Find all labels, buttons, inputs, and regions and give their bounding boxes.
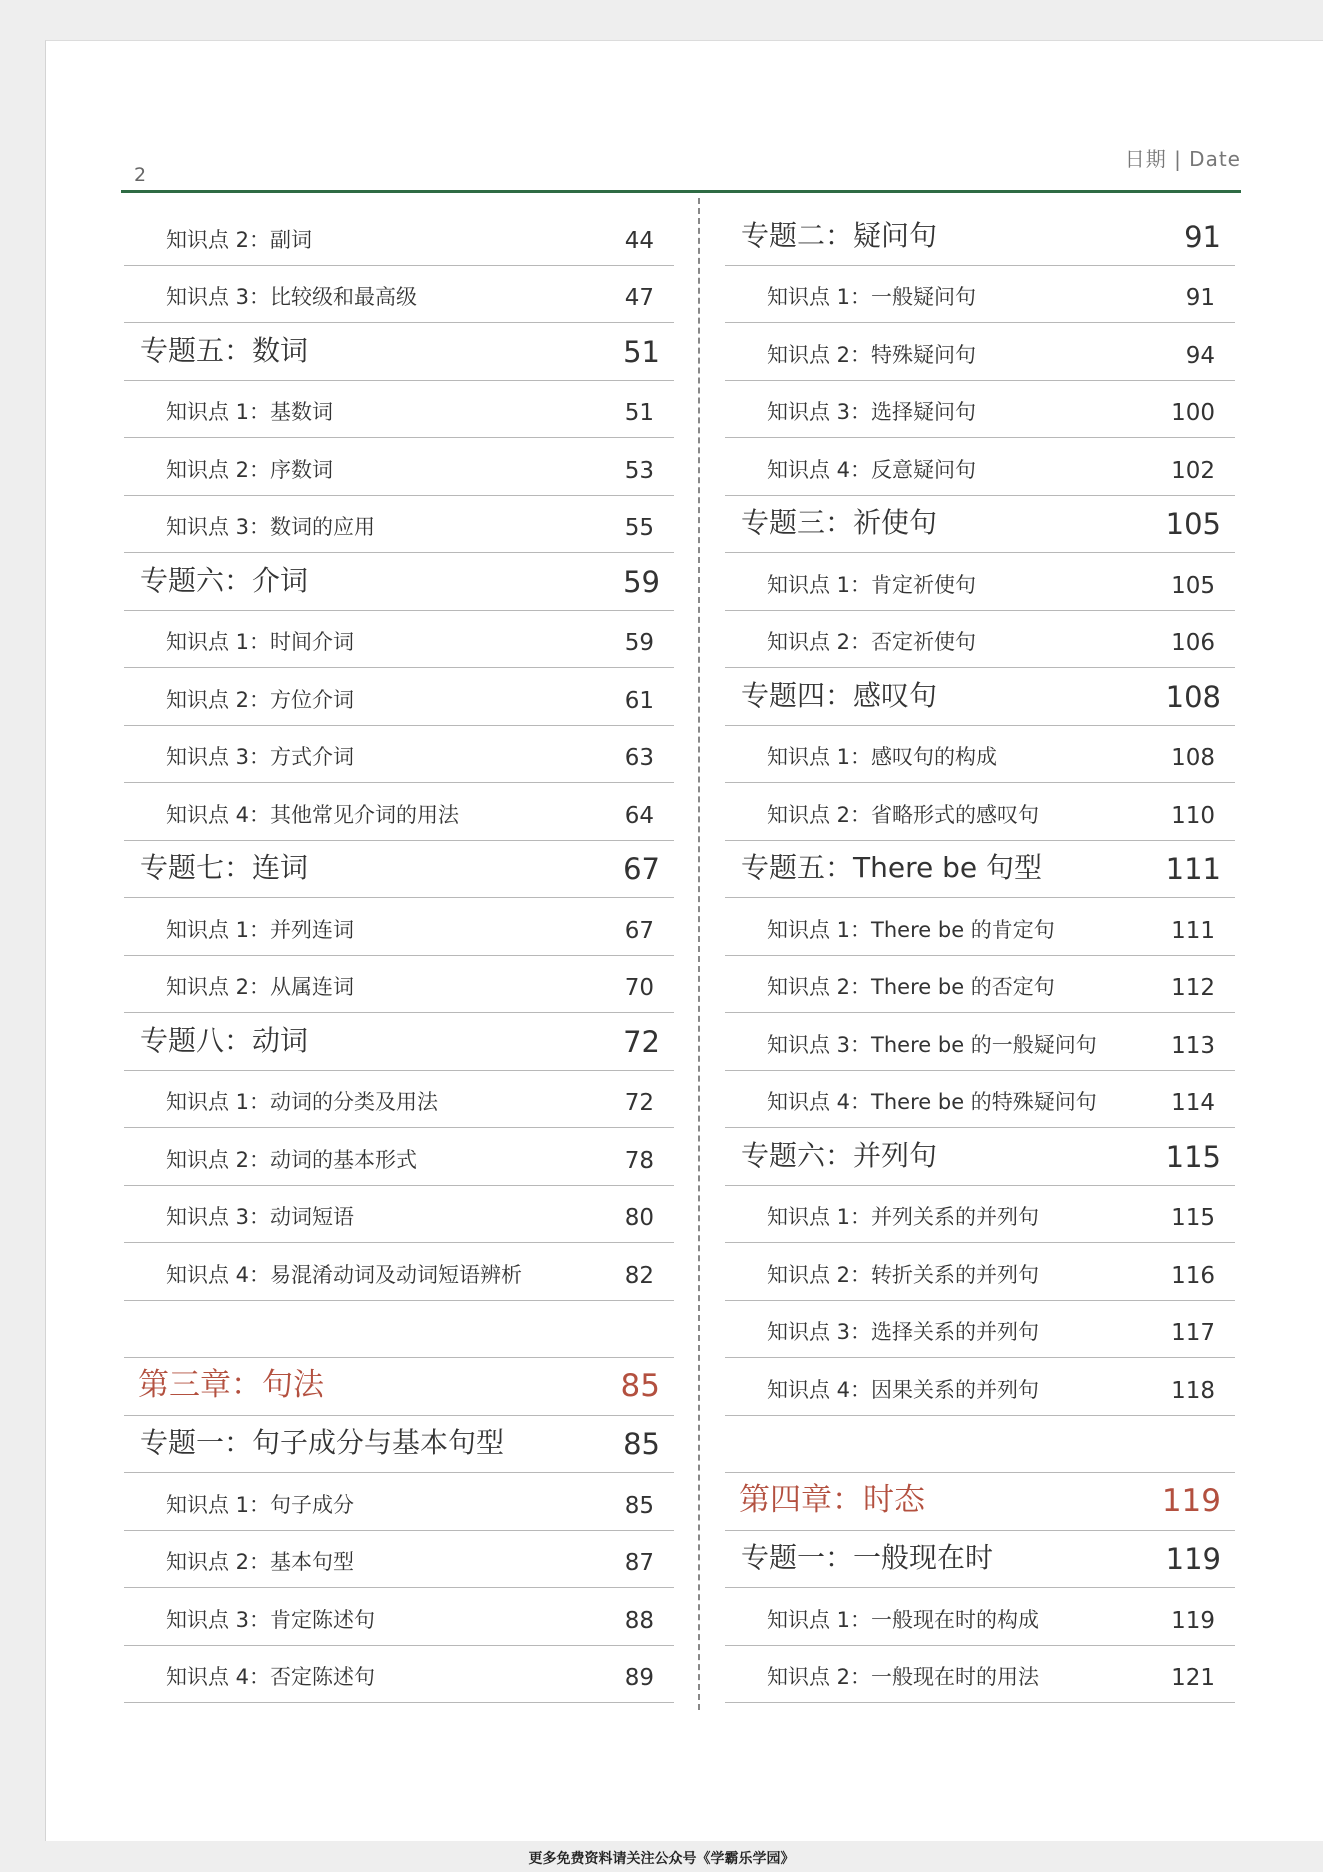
- toc-entry-sub: [124, 726, 674, 784]
- toc-entry-sub: [124, 496, 674, 554]
- toc-left-column: [124, 208, 674, 1703]
- toc-entry-label: 知识点 4：易混淆动词及动词短语辨析: [166, 1262, 523, 1287]
- toc-entry-label: 知识点 3：数词的应用: [166, 515, 376, 539]
- toc-entry-sub: [124, 1646, 674, 1704]
- toc-entry-page: 111: [1165, 852, 1221, 886]
- footer-note: 更多免费资料请关注公众号《学霸乐学园》: [528, 1851, 795, 1867]
- toc-entry-label: 知识点 1：一般现在时的构成: [767, 1607, 1040, 1632]
- toc-entry-sub: [725, 726, 1235, 784]
- toc-entry-label: 知识点 2：一般现在时的用法: [767, 1665, 1040, 1689]
- toc-entry-page: 110: [1171, 802, 1215, 829]
- toc-entry-label: 知识点 2：否定祈使句: [767, 630, 977, 654]
- toc-entry-label: 专题一：句子成分与基本句型: [140, 1426, 505, 1459]
- toc-entry-topic: [124, 1416, 674, 1474]
- toc-entry-page: 78: [624, 1147, 654, 1174]
- toc-entry-page: 111: [1171, 917, 1215, 944]
- toc-entry-page: 102: [1171, 457, 1215, 484]
- date-label: 日期 | Date: [1124, 147, 1241, 171]
- toc-entry-label: 知识点 1：时间介词: [166, 630, 355, 654]
- toc-entry-blank: [124, 1301, 674, 1359]
- toc-entry-page: 67: [624, 917, 654, 944]
- toc-entry-topic: [124, 841, 674, 899]
- toc-entry-label: 知识点 1：并列连词: [166, 917, 355, 942]
- toc-entry-page: 115: [1165, 1139, 1221, 1174]
- toc-entry-page: 85: [620, 1367, 660, 1404]
- toc-entry-label: 专题八：动词: [140, 1023, 309, 1057]
- toc-entry-page: 91: [1185, 285, 1215, 311]
- toc-entry-sub: [725, 1071, 1235, 1129]
- toc-entry-page: 115: [1171, 1205, 1215, 1231]
- toc-entry-label: 专题六：并列句: [741, 1138, 938, 1172]
- toc-entry-label: 知识点 4：There be 的特殊疑问句: [767, 1090, 1097, 1114]
- toc-entry-sub: [725, 1358, 1235, 1416]
- toc-entry-label: 知识点 4：因果关系的并列句: [767, 1377, 1040, 1402]
- toc-entry-topic: [725, 496, 1235, 554]
- toc-entry-label: 知识点 2：省略形式的感叹句: [767, 802, 1040, 827]
- column-divider: [698, 198, 700, 1710]
- toc-entry-label: 知识点 1：基数词: [166, 400, 334, 424]
- toc-entry-label: 知识点 3：动词短语: [166, 1205, 355, 1229]
- toc-entry-sub: [124, 783, 674, 841]
- toc-entry-page: 108: [1171, 745, 1215, 771]
- toc-entry-page: 119: [1171, 1607, 1215, 1634]
- toc-entry-label: 知识点 1：一般疑问句: [767, 285, 977, 309]
- toc-entry-page: 114: [1171, 1090, 1215, 1116]
- page-number: 2: [134, 164, 147, 186]
- toc-entry-topic: [725, 841, 1235, 899]
- toc-entry-label: 知识点 3：方式介词: [166, 745, 355, 769]
- toc-entry-sub: [124, 1071, 674, 1129]
- toc-entry-label: 第三章：句法: [138, 1366, 324, 1403]
- toc-entry-page: 72: [623, 1024, 660, 1059]
- toc-entry-label: 知识点 3：肯定陈述句: [166, 1607, 376, 1632]
- toc-entry-label: 第四章：时态: [739, 1481, 925, 1518]
- toc-right-column: [725, 208, 1235, 1703]
- toc-entry-page: 51: [623, 334, 660, 369]
- toc-entry-sub: [124, 1186, 674, 1244]
- toc-entry-label: 知识点 4：其他常见介词的用法: [166, 802, 460, 827]
- toc-entry-label: 知识点 4：反意疑问句: [767, 457, 977, 482]
- toc-entry-sub: [725, 1588, 1235, 1646]
- toc-entry-page: 88: [624, 1607, 654, 1634]
- toc-entry-page: 61: [624, 687, 654, 714]
- toc-entry-sub: [124, 1588, 674, 1646]
- toc-entry-page: 64: [624, 802, 654, 829]
- toc-entry-label: 专题七：连词: [140, 851, 309, 884]
- toc-entry-label: 知识点 2：副词: [166, 227, 313, 252]
- toc-entry-sub: [124, 266, 674, 324]
- toc-entry-label: 知识点 1：动词的分类及用法: [166, 1090, 439, 1114]
- toc-entry-label: 知识点 3：比较级和最高级: [166, 285, 418, 309]
- toc-entry-topic: [725, 1128, 1235, 1186]
- toc-entry-label: 专题六：介词: [140, 563, 309, 597]
- toc-entry-sub: [725, 1646, 1235, 1704]
- toc-entry-label: 专题一：一般现在时: [741, 1541, 994, 1574]
- toc-entry-page: 116: [1171, 1262, 1215, 1289]
- toc-entry-sub: [725, 323, 1235, 381]
- toc-entry-page: 80: [624, 1205, 654, 1231]
- toc-entry-page: 100: [1171, 400, 1215, 426]
- toc-entry-topic: [124, 1013, 674, 1071]
- toc-entry-blank: [725, 1416, 1235, 1474]
- toc-entry-page: 44: [624, 227, 654, 254]
- toc-entry-page: 106: [1171, 630, 1215, 656]
- toc-entry-page: 59: [624, 630, 654, 656]
- toc-entry-page: 89: [624, 1665, 654, 1691]
- toc-entry-label: 知识点 2：转折关系的并列句: [767, 1262, 1040, 1287]
- toc-entry-page: 87: [624, 1550, 654, 1576]
- toc-entry-sub: [725, 1243, 1235, 1301]
- toc-entry-sub: [124, 1473, 674, 1531]
- toc-entry-sub: [725, 956, 1235, 1014]
- toc-entry-page: 91: [1184, 219, 1221, 254]
- toc-entry-topic: [124, 323, 674, 381]
- toc-entry-sub: [725, 266, 1235, 324]
- toc-entry-sub: [725, 898, 1235, 956]
- toc-entry-page: 67: [623, 852, 660, 886]
- toc-entry-page: 119: [1165, 1542, 1221, 1576]
- toc-entry-page: 59: [623, 564, 660, 599]
- toc-entry-page: 53: [624, 457, 654, 484]
- toc-entry-label: 专题五：数词: [140, 333, 309, 367]
- toc-entry-label: 知识点 2：方位介词: [166, 687, 355, 712]
- toc-entry-sub: [124, 1243, 674, 1301]
- toc-entry-page: 70: [624, 975, 654, 1001]
- toc-entry-label: 知识点 2：基本句型: [166, 1550, 355, 1574]
- toc-entry-label: 知识点 3：选择关系的并列句: [767, 1320, 1040, 1344]
- toc-entry-topic: [725, 668, 1235, 726]
- toc-entry-label: 专题二：疑问句: [741, 218, 938, 252]
- toc-entry-sub: [725, 1301, 1235, 1359]
- toc-entry-page: 82: [624, 1262, 654, 1289]
- toc-entry-page: 85: [623, 1427, 660, 1461]
- toc-entry-sub: [124, 898, 674, 956]
- toc-entry-page: 105: [1171, 572, 1215, 599]
- toc-entry-page: 51: [624, 400, 654, 426]
- toc-entry-label: 专题三：祈使句: [741, 506, 938, 539]
- toc-entry-sub: [124, 611, 674, 669]
- toc-entry-page: 117: [1171, 1320, 1215, 1346]
- toc-entry-sub: [725, 1013, 1235, 1071]
- toc-entry-label: 知识点 2：动词的基本形式: [166, 1147, 418, 1172]
- toc-entry-sub: [124, 1128, 674, 1186]
- toc-entry-label: 专题四：感叹句: [741, 678, 938, 712]
- toc-entry-sub: [124, 1531, 674, 1589]
- toc-entry-label: 知识点 2：特殊疑问句: [767, 342, 977, 367]
- toc-entry-topic: [725, 208, 1235, 266]
- toc-entry-page: 113: [1171, 1032, 1215, 1059]
- toc-entry-sub: [124, 668, 674, 726]
- toc-entry-page: 94: [1185, 342, 1215, 369]
- toc-entry-label: 知识点 1：句子成分: [166, 1492, 355, 1517]
- toc-entry-sub: [725, 438, 1235, 496]
- toc-entry-sub: [124, 438, 674, 496]
- toc-entry-topic: [124, 553, 674, 611]
- toc-entry-sub: [124, 381, 674, 439]
- toc-entry-label: 知识点 2：序数词: [166, 457, 334, 482]
- toc-entry-label: 知识点 3：There be 的一般疑问句: [767, 1032, 1097, 1057]
- toc-entry-sub: [124, 956, 674, 1014]
- toc-entry-sub: [725, 553, 1235, 611]
- toc-entry-label: 知识点 1：肯定祈使句: [767, 572, 977, 597]
- toc-entry-page: 63: [624, 745, 654, 771]
- toc-entry-label: 知识点 3：选择疑问句: [767, 400, 977, 424]
- toc-entry-sub: [124, 208, 674, 266]
- toc-entry-page: 119: [1161, 1482, 1221, 1519]
- toc-entry-page: 47: [624, 285, 654, 311]
- header-rule: [121, 190, 1241, 193]
- toc-entry-sub: [725, 1186, 1235, 1244]
- toc-entry-label: 知识点 1：感叹句的构成: [767, 745, 998, 769]
- toc-entry-page: 72: [624, 1090, 654, 1116]
- toc-entry-page: 108: [1165, 679, 1221, 714]
- toc-entry-label: 知识点 1：并列关系的并列句: [767, 1205, 1040, 1229]
- toc-entry-topic: [725, 1531, 1235, 1589]
- toc-entry-label: 专题五：There be 句型: [741, 851, 1043, 884]
- toc-entry-sub: [725, 783, 1235, 841]
- toc-entry-page: 121: [1171, 1665, 1215, 1691]
- toc-entry-page: 55: [624, 515, 654, 541]
- toc-entry-sub: [725, 381, 1235, 439]
- toc-entry-page: 85: [624, 1492, 654, 1519]
- toc-entry-label: 知识点 2：There be 的否定句: [767, 975, 1055, 999]
- toc-entry-page: 112: [1171, 975, 1215, 1001]
- toc-entry-chapter: [124, 1358, 674, 1416]
- toc-entry-page: 118: [1171, 1377, 1215, 1404]
- toc-entry-chapter: [725, 1473, 1235, 1531]
- toc-entry-label: 知识点 4：否定陈述句: [166, 1665, 376, 1689]
- toc-entry-label: 知识点 2：从属连词: [166, 975, 355, 999]
- toc-entry-page: 105: [1165, 507, 1221, 541]
- toc-entry-label: 知识点 1：There be 的肯定句: [767, 917, 1055, 942]
- toc-entry-sub: [725, 611, 1235, 669]
